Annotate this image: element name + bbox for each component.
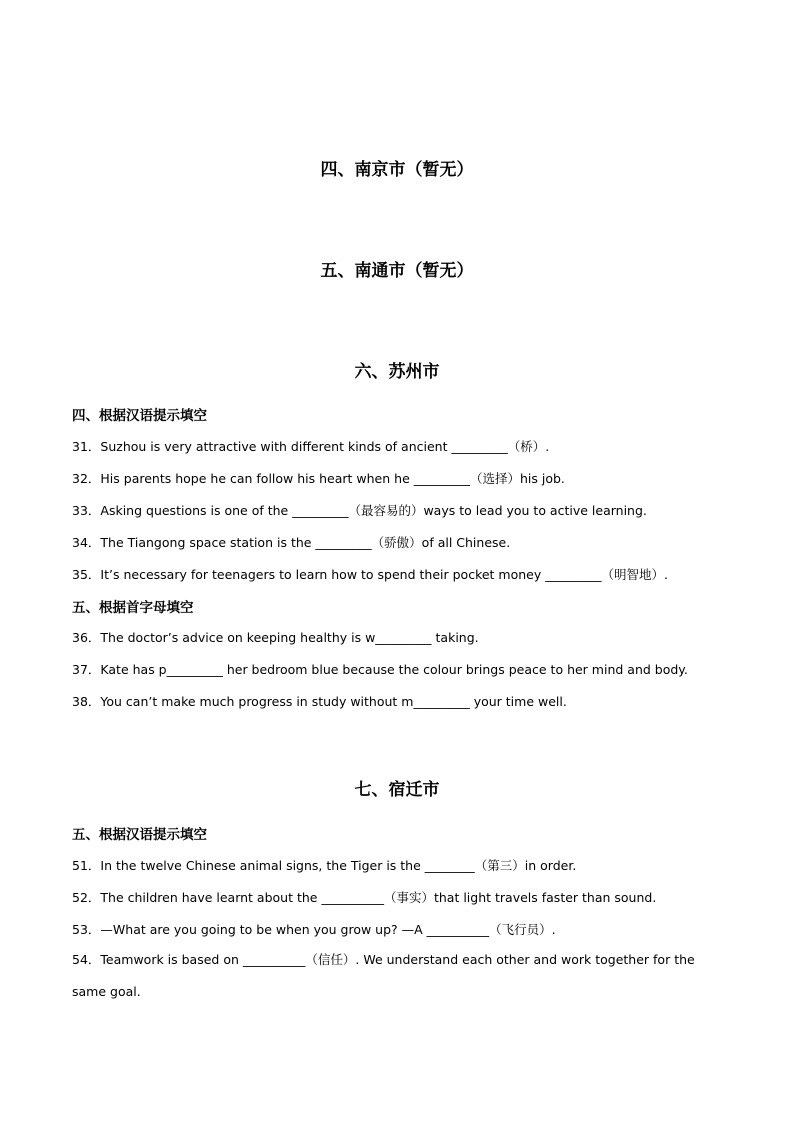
question-54: 54．Teamwork is based on __________（信任）. We understand each other and work together for the same goal. [72, 952, 695, 999]
question-31: 31．Suzhou is very attractive with different kinds of ancient _________（桥）. [72, 439, 550, 454]
question-52: 52．The children have learnt about the __________（事实）that light travels faster than sound. [72, 890, 657, 905]
question-38: 38．You can’t make much progress in study without m_________ your time well. [72, 694, 567, 709]
question-35: 35．It’s necessary for teenagers to learn how to spend their pocket money _________（明智地）. [72, 567, 668, 582]
heading-suqian: 七、宿迁市 [354, 780, 440, 800]
question-33: 33．Asking questions is one of the _________（最容易的）ways to lead you to active learning. [72, 503, 647, 518]
heading-nantong: 五、南通市（暂无） [320, 261, 474, 281]
suzhou-section-first-letter: 五、根据首字母填空 [72, 600, 194, 616]
question-37: 37．Kate has p_________ her bedroom blue because the colour brings peace to her mind and body. [72, 662, 688, 677]
question-32: 32．His parents hope he can follow his heart when he _________（选择）his job. [72, 471, 565, 486]
question-53: 53．—What are you going to be when you grow up? —A __________（飞行员）. [72, 922, 556, 937]
suqian-section-chinese-hints: 五、根据汉语提示填空 [72, 827, 207, 843]
heading-suzhou: 六、苏州市 [354, 362, 440, 382]
question-51: 51．In the twelve Chinese animal signs, the Tiger is the ________（第三）in order. [72, 858, 577, 873]
heading-nanjing: 四、南京市（暂无） [320, 160, 474, 180]
question-34: 34．The Tiangong space station is the _________（骄傲）of all Chinese. [72, 535, 511, 550]
suzhou-section-chinese-hints: 四、根据汉语提示填空 [72, 408, 207, 424]
question-36: 36．The doctor’s advice on keeping healthy is w_________ taking. [72, 630, 479, 645]
